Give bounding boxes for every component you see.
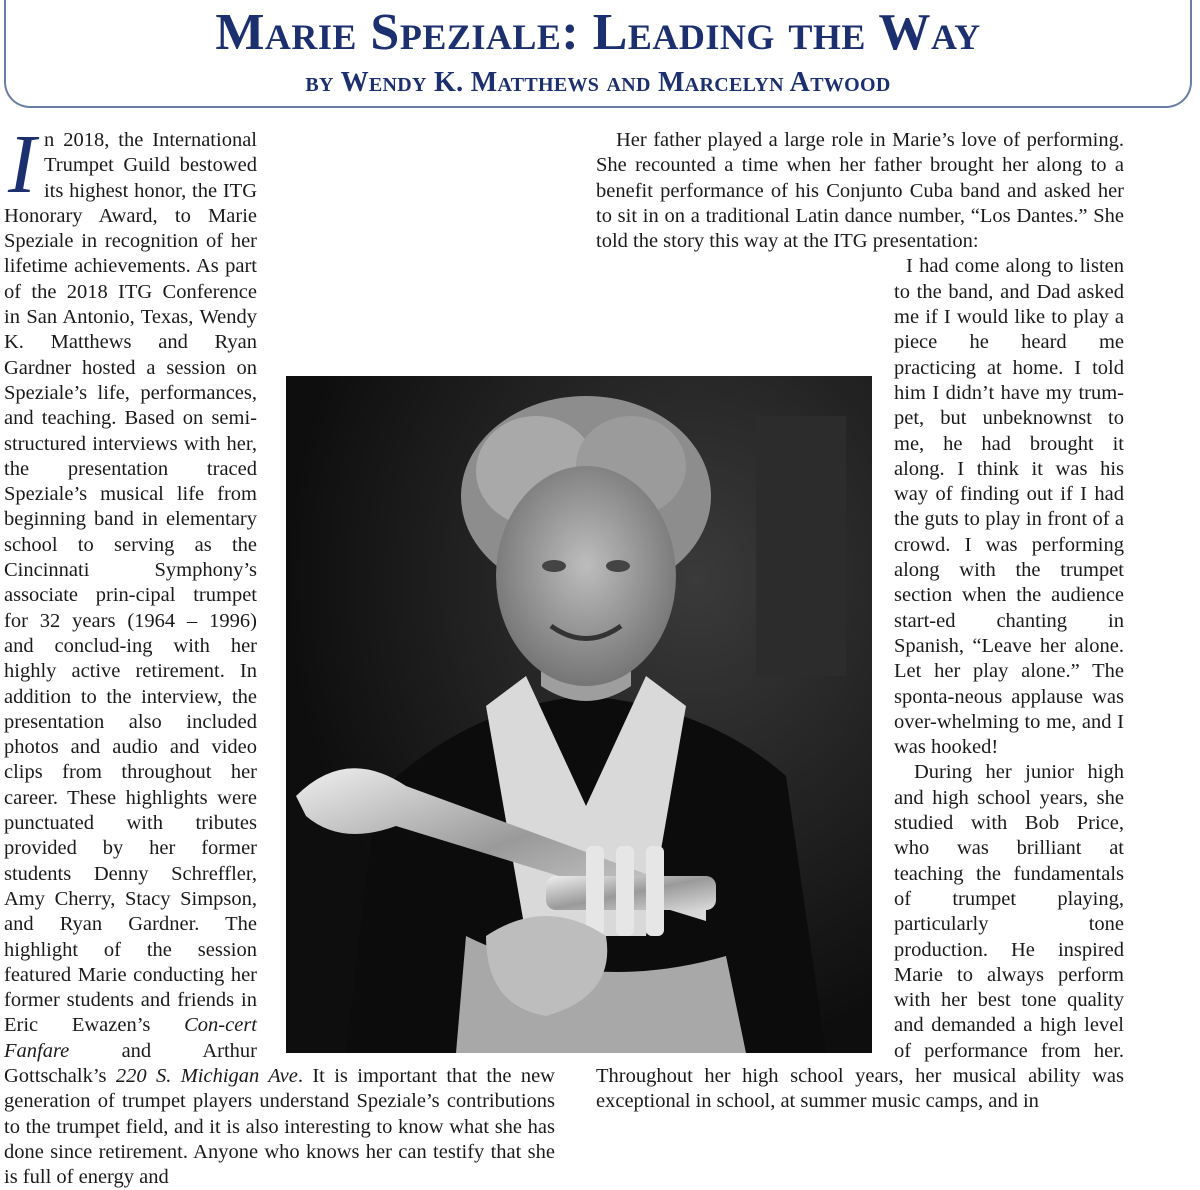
article-header (4, 0, 1192, 108)
intro-text-2: and Arthur Gottschalk’s (4, 1039, 257, 1087)
work-title-concert-fanfare: Con-cert Fanfare (4, 1014, 257, 1062)
portrait-photo-drawing (286, 376, 872, 1053)
intro-text-3: . It is important that the new generation of trumpet players understand Speziale’s contributions to the trumpet field, and it is also interesting to know what she has done since retirement. Anyone who knows her can testify that she is full of energy and (4, 1064, 555, 1189)
drop-cap: I (8, 118, 36, 211)
article-title: Marie Speziale: Leading the Way (215, 4, 981, 61)
portrait-photo (286, 376, 872, 1053)
block-quote: I had come along to listen to the band, and Dad asked me if I would like to play a piece he heard me practicing at home. I told him I didn’t have my trum-pet, but unbeknownst to me, he had brought it along. I think it was his way of finding out if I had the guts to play in front of a crowd. I was performing along with the trumpet section when the audience start-ed chanting in Spanish, “Leave her alone. Let her play alone.” The sponta-neous applause was over-whelming to me, and I was hooked! (894, 255, 1124, 759)
father-paragraph: Her father played a large role in Marie’s love of performing. She recounted a time when her father brought her along to a benefit performance of his Conjunto Cuba band and asked her to sit in on a traditional Latin dance number, “Los Dantes.” She told the story this way at the ITG presentation: (596, 129, 1124, 253)
junior-high-paragraph: During her junior high and high school years, she studied with Bob Price, who was brilliant at teaching the fundamentals of trumpet playing, particularly tone production. He inspired Marie to always perform with her best tone quality and demanded a high level of performance from her. Throughout her high school years, her musical ability was exceptional in school, at summer music camps, and in (596, 761, 1124, 1113)
article-byline: by Wendy K. Matthews and Marcelyn Atwood (305, 67, 891, 98)
work-title-michigan-ave: 220 S. Michigan Ave (115, 1064, 298, 1087)
intro-text-1: n 2018, the International Trumpet Guild bestowed its highest honor, the ITG Honorary Award, to Marie Speziale in recognition of her lifetime achievements. As part of the 2018 ITG Conference in San Antonio, Texas, Wendy K. Matthews and Ryan Gardner hosted a session on Speziale’s life, performances, and teaching. Based on semi-structured interviews with her, the presentation traced Speziale’s musical life from beginning band in elementary school to serving as the Cincinnati Symphony’s associate prin-cipal trumpet for 32 years (1964 – 1996) and conclud-ing with her highly active retirement. In addition to the interview, the presentation also included photos and audio and video clips from throughout her career. These highlights were punctuated with tributes provided by her former students Denny Schreffler, Amy Cherry, Stacy Simpson, and Ryan Gardner. The highlight of the session featured Marie conducting her former students and friends in Eric Ewazen’s (4, 129, 257, 1037)
